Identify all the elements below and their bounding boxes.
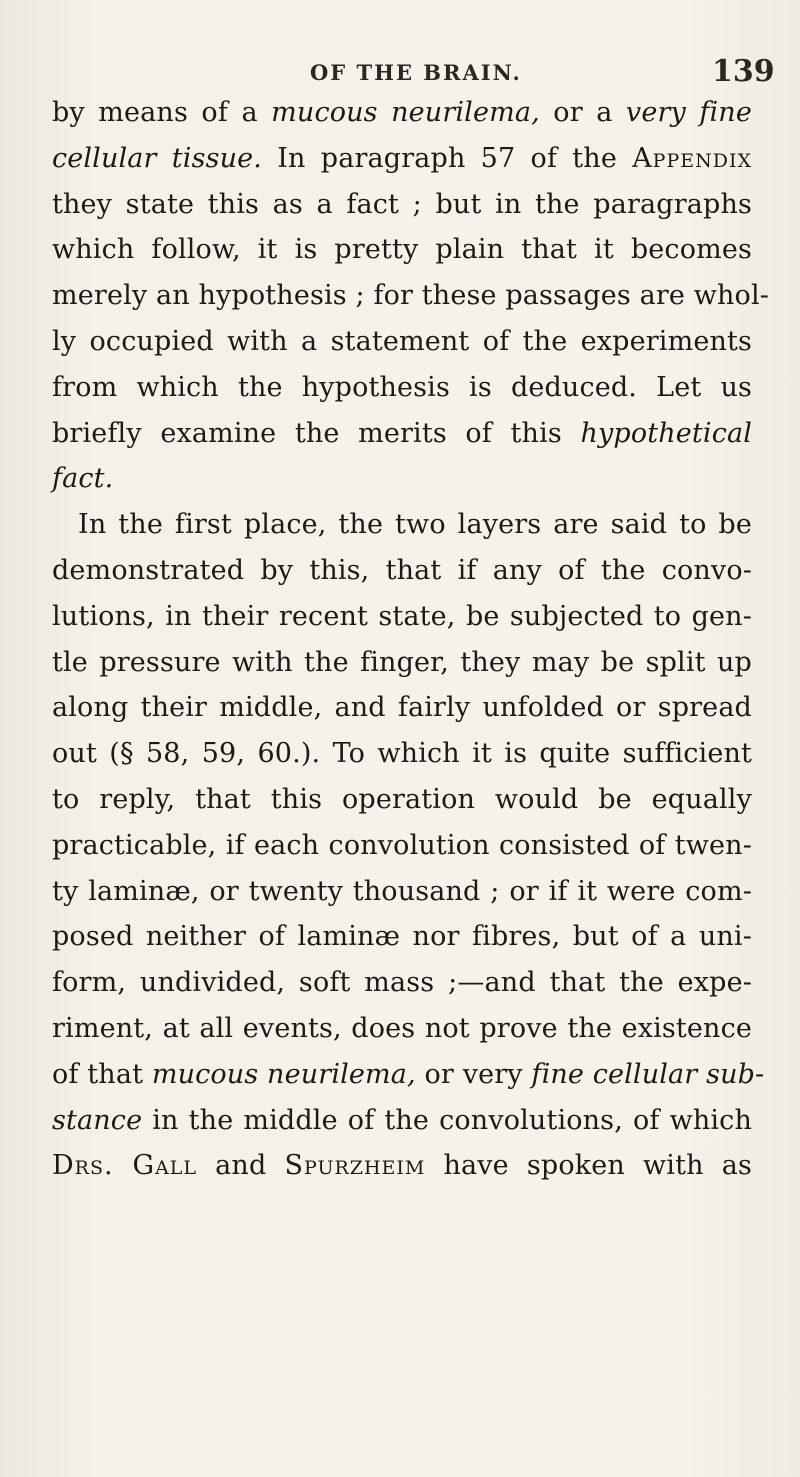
text-line: merely an hypothesis ; for these passages are whol-: [52, 280, 770, 312]
author-name: Drs. Gall: [52, 1150, 198, 1182]
text-line: [52, 456, 752, 502]
italic-term: mucous neurilema,: [151, 1058, 416, 1090]
text-line: demonstrated by this, that if any of the convo-: [52, 554, 752, 586]
italic-term: fact.: [52, 463, 114, 495]
text-line: briefly examine the merits of this hypothetical: [52, 417, 752, 449]
text-line: which follow, it is pretty plain that it becomes: [52, 234, 752, 266]
italic-term: mucous neurilema,: [271, 97, 540, 128]
italic-term: stance: [52, 1104, 143, 1136]
text-line: form, undivided, soft mass ;—and that the expe-: [52, 967, 752, 999]
running-head: [0, 52, 800, 92]
italic-term: hypothetical: [580, 417, 752, 449]
page-number: 139: [712, 54, 775, 89]
text-line: tle pressure with the finger, they may be split up: [52, 646, 752, 678]
italic-term: very fine: [625, 97, 752, 128]
text-line: Drs. Gall and Spurzheim have spoken with as: [52, 1150, 752, 1182]
text-line: ly occupied with a statement of the experiments: [52, 325, 752, 357]
text-line: In the first place, the two layers are said to be: [78, 509, 752, 541]
text-line: they state this as a fact ; but in the paragraphs: [52, 188, 752, 220]
text-line: stance in the middle of the convolutions, of which: [52, 1104, 752, 1136]
text-line: out (§ 58, 59, 60.). To which it is quite sufficient: [52, 738, 752, 770]
italic-term: fine cellular sub-: [531, 1058, 765, 1090]
text-line: ty laminæ, or twenty thousand ; or if it were com-: [52, 875, 752, 907]
body-text: [52, 90, 770, 1189]
italic-term: cellular tissue.: [52, 142, 263, 174]
text-line: lutions, in their recent state, be subjected to gen-: [52, 600, 752, 632]
text-line: from which the hypothesis is deduced. Let us: [52, 371, 752, 403]
appendix-ref: Appendix: [632, 142, 753, 174]
text-line: to reply, that this operation would be equally: [52, 783, 752, 815]
text-line: cellular tissue. In paragraph 57 of the Appendix: [52, 142, 753, 174]
running-title: OF THE BRAIN.: [310, 60, 522, 85]
text-line: practicable, if each convolution consisted of twen-: [52, 829, 752, 861]
text-line: by means of a mucous neurilema, or a very fine: [52, 97, 752, 128]
text-line: riment, at all events, does not prove the existence: [52, 1012, 752, 1044]
text-line: of that mucous neurilema, or very fine cellular sub-: [52, 1058, 765, 1090]
author-name: Spurzheim: [284, 1150, 426, 1182]
text-line: posed neither of laminæ nor fibres, but of a uni-: [52, 921, 752, 953]
text-line: along their middle, and fairly unfolded or spread: [52, 692, 752, 724]
